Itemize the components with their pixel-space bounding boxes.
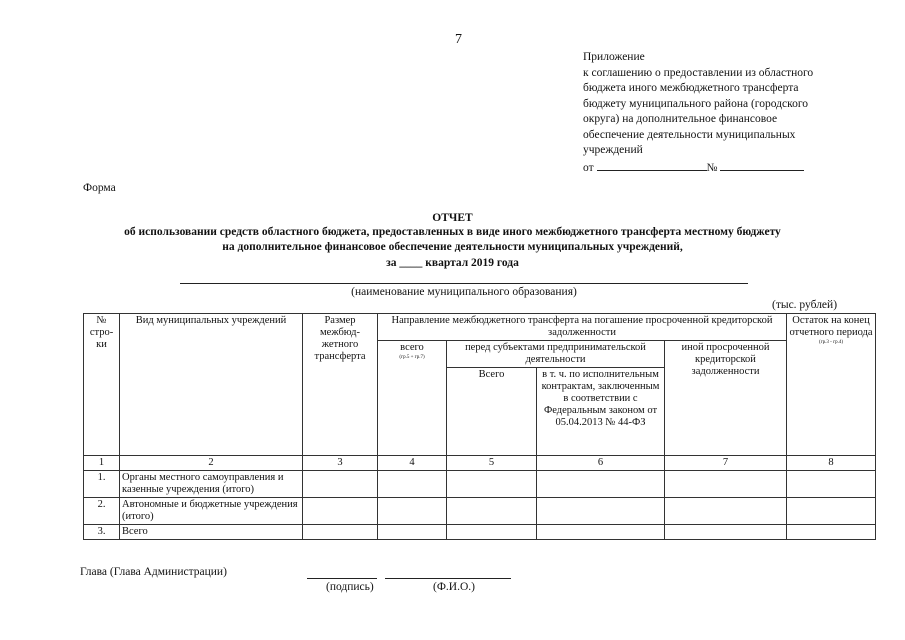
appendix-line: округа) на дополнительное финансовое: [583, 113, 778, 125]
header-balance: Остаток на конец отчетного периода: [789, 315, 873, 338]
data-cell[interactable]: [537, 498, 665, 525]
appendix-line: Приложение: [583, 51, 645, 63]
header-size: Размер межбюд-жетного трансферта: [303, 314, 378, 456]
unit-label: (тыс. рублей): [772, 299, 838, 311]
name-caption: (Ф.И.О.): [433, 581, 475, 593]
data-cell[interactable]: [303, 525, 378, 540]
data-cell[interactable]: [447, 525, 537, 540]
header-entrepreneurs: перед субъектами предпринимательской деятельности: [447, 341, 665, 368]
data-cell[interactable]: [787, 525, 876, 540]
header-ent-contracts: в т. ч. по исполнительным контрактам, заключенным в соответствии с Федеральным законом от 05.04.2013 № 44-ФЗ: [537, 368, 665, 456]
data-cell[interactable]: [447, 498, 537, 525]
data-cell[interactable]: [378, 525, 447, 540]
data-cell[interactable]: [378, 471, 447, 498]
appendix-line: бюджету муниципального района (городского: [583, 97, 809, 110]
data-cell[interactable]: [303, 471, 378, 498]
header-row-no: № стро-ки: [84, 314, 120, 456]
report-table: [83, 313, 876, 540]
row-number: 1.: [84, 471, 120, 498]
header-total-cell: [378, 341, 447, 456]
appendix-date-number-line: [583, 159, 883, 177]
page-number: 7: [455, 32, 462, 47]
from-label: от: [583, 161, 594, 174]
data-cell[interactable]: [665, 498, 787, 525]
header-direction: Направление межбюджетного трансферта на погашение просроченной кредиторской задолженности: [378, 314, 787, 341]
number-label: №: [706, 161, 718, 174]
header-balance-cell: [787, 314, 876, 456]
data-cell[interactable]: [665, 471, 787, 498]
report-subtitle-1: об использовании средств областного бюджета, предоставленных в виде иного межбюджетного трансферта местному бюджету: [124, 226, 781, 238]
row-label: Автономные и бюджетные учреждения (итого): [120, 498, 303, 525]
date-blank: [597, 159, 707, 171]
signature-caption: (подпись): [326, 581, 374, 593]
row-number: 2.: [84, 498, 120, 525]
data-cell[interactable]: [537, 471, 665, 498]
header-type: Вид муниципальных учреждений: [120, 314, 303, 456]
column-number: 2: [120, 456, 303, 471]
header-total-formula: (гр.5 + гр.7): [399, 355, 425, 360]
number-blank: [720, 159, 804, 171]
municipality-caption: (наименование муниципального образования): [351, 286, 577, 298]
table-row: [84, 471, 876, 498]
appendix-block: [583, 50, 883, 176]
signature-line[interactable]: [307, 578, 377, 579]
row-label: Органы местного самоуправления и казенные учреждения (итого): [120, 471, 303, 498]
header-ent-total: Всего: [447, 368, 537, 456]
signature-label: Глава (Глава Администрации): [80, 566, 227, 578]
report-subtitle-2: на дополнительное финансовое обеспечение деятельности муниципальных учреждений,: [222, 241, 683, 253]
data-cell[interactable]: [787, 498, 876, 525]
report-title: ОТЧЕТ: [432, 212, 473, 224]
report-period: за ____ квартал 2019 года: [386, 257, 519, 269]
appendix-line: бюджета иного межбюджетного трансферта: [583, 82, 799, 94]
header-other: иной просроченной кредиторской задолженности: [665, 341, 787, 456]
appendix-line: обеспечение деятельности муниципальных: [583, 128, 796, 141]
column-number: 1: [84, 456, 120, 471]
data-cell[interactable]: [537, 525, 665, 540]
header-total: всего: [400, 342, 424, 353]
column-number: 4: [378, 456, 447, 471]
table-row: [84, 498, 876, 525]
municipality-line: [180, 283, 748, 284]
form-label: Форма: [83, 182, 116, 194]
column-number: 3: [303, 456, 378, 471]
table-row: [84, 525, 876, 540]
column-number: 7: [665, 456, 787, 471]
appendix-line: к соглашению о предоставлении из областного: [583, 66, 814, 79]
column-number: 6: [537, 456, 665, 471]
data-cell[interactable]: [665, 525, 787, 540]
data-cell[interactable]: [378, 498, 447, 525]
column-number: 8: [787, 456, 876, 471]
name-line[interactable]: [385, 578, 511, 579]
column-number: 5: [447, 456, 537, 471]
row-label: Всего: [120, 525, 303, 540]
row-number: 3.: [84, 525, 120, 540]
header-balance-formula: (гр.3 - гр.4): [818, 340, 844, 345]
data-cell[interactable]: [787, 471, 876, 498]
data-cell[interactable]: [303, 498, 378, 525]
data-cell[interactable]: [447, 471, 537, 498]
appendix-line: учреждений: [583, 144, 643, 156]
